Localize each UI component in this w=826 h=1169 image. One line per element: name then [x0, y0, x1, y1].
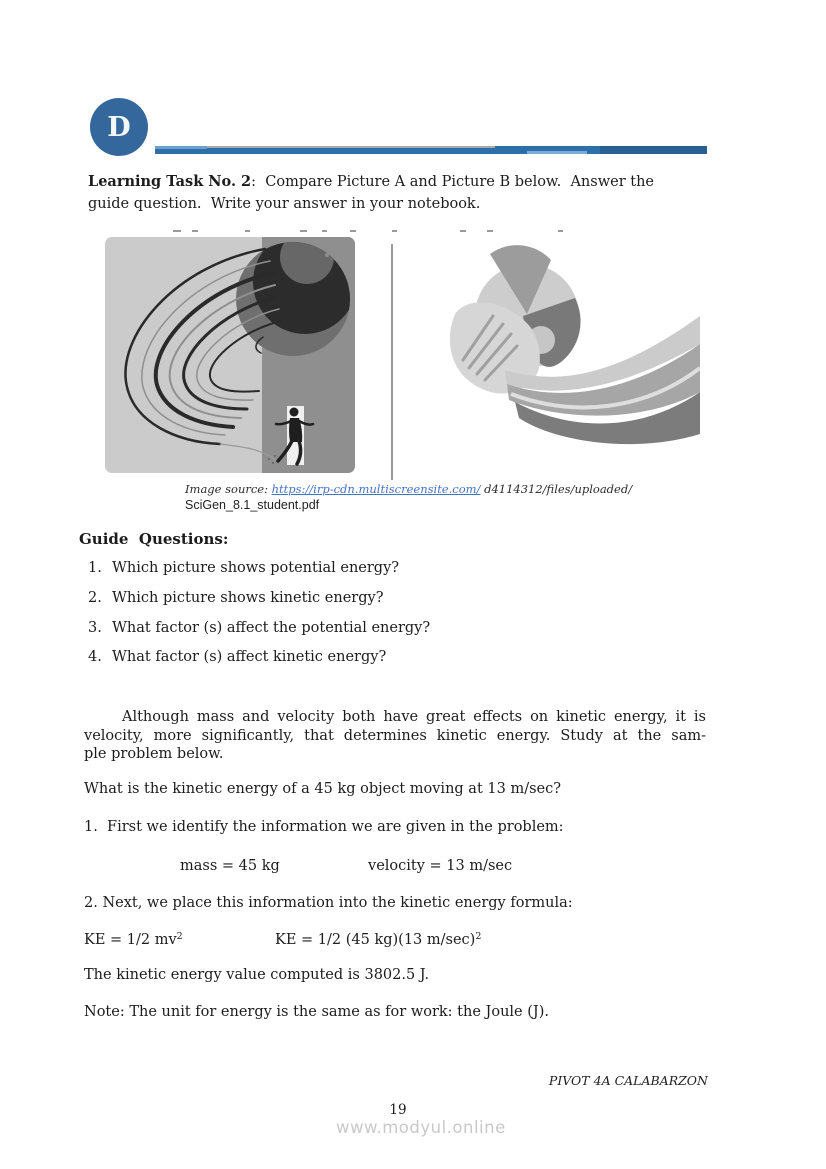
explanation-paragraph: Although mass and velocity both have great effects on kinetic energy, it is velocity, more significantly, that determines kinetic energy. Study at the sam- ple problem below. — [84, 709, 706, 763]
section-badge — [90, 98, 148, 156]
given-mass: mass = 45 kg — [180, 858, 280, 874]
picture-b-arm-holding-ball-illustration — [445, 242, 700, 457]
section-badge-letter: D — [107, 111, 131, 143]
formula-general-exponent: 2 — [176, 931, 183, 942]
picture-a-kinetic-kick-illustration — [105, 237, 355, 473]
formula-applied: KE = 1/2 (45 kg)(13 m/sec)$^2$ — [275, 931, 482, 948]
caption-source-link[interactable]: https://irp-cdn.multiscreensite.com/ — [271, 482, 481, 496]
learning-task-text: : Compare Picture A and Picture B below. Answer the guide question. Write your answer in your notebook. — [88, 174, 659, 212]
footer-brand: PIVOT 4A CALABARZON — [548, 1073, 708, 1088]
step-2: 2. Next, we place this information into the kinetic energy formula: — [84, 895, 573, 911]
page-number: 19 — [389, 1102, 407, 1118]
guide-question-2: 2. Which picture shows kinetic energy? — [88, 590, 384, 606]
figure-divider — [391, 244, 393, 480]
header-rule-dark-right — [600, 146, 707, 154]
step-1: 1. First we identify the information we are given in the problem: — [84, 819, 564, 835]
learning-task-label: Learning Task No. 2 — [88, 173, 252, 190]
caption-prefix: Image source: — [185, 482, 272, 496]
header-rule-gray-edge — [207, 146, 495, 148]
note-line: Note: The unit for energy is the same as for work: the Joule (J). — [84, 1004, 549, 1020]
site-watermark: www.modyul.online — [336, 1118, 506, 1137]
learning-task-heading — [88, 171, 688, 215]
guide-question-4: 4. What factor (s) affect kinetic energy? — [88, 649, 387, 665]
formula-applied-exponent: 2 — [475, 931, 482, 942]
formula-general: KE = 1/2 $mv^2$ — [84, 931, 183, 948]
guide-question-3: 3. What factor (s) affect the potential energy? — [88, 620, 431, 636]
given-velocity: velocity = 13 m/sec — [368, 858, 513, 874]
sample-problem: What is the kinetic energy of a 45 kg object moving at 13 m/sec? — [84, 781, 561, 797]
figure-caption — [185, 481, 665, 513]
guide-questions-heading: Guide Questions: — [79, 530, 229, 548]
header-rule-highlight-left — [155, 146, 207, 149]
caption-suffix: d4114312/files/uploaded/ — [480, 482, 633, 496]
result-line: The kinetic energy value computed is 3802.5 J. — [84, 967, 430, 983]
caption-filename: SciGen_8.1_student.pdf — [185, 498, 320, 512]
header-rule-highlight-mid — [527, 151, 587, 154]
guide-question-1: 1. Which picture shows potential energy? — [88, 560, 400, 576]
